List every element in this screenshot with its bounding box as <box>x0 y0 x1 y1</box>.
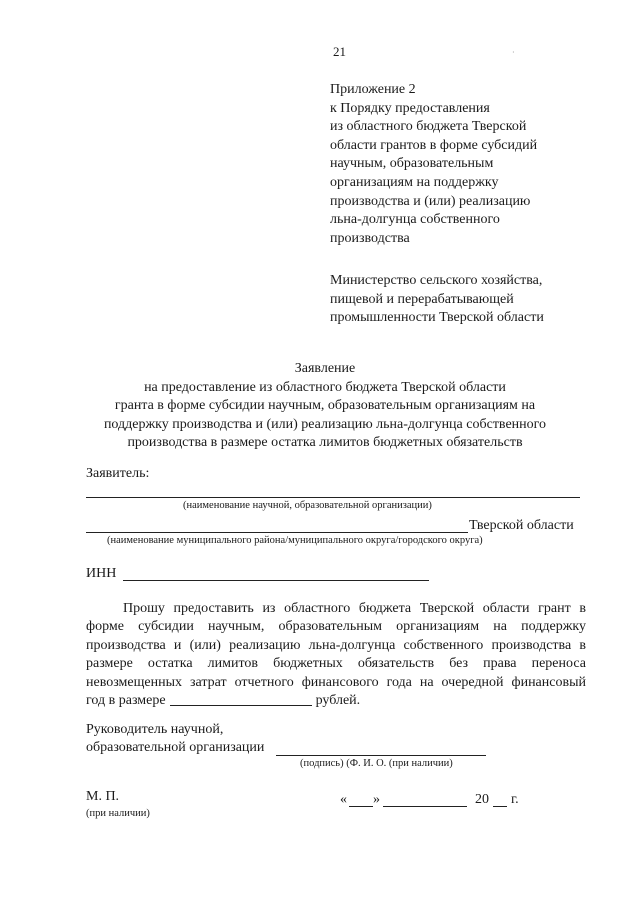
appendix-line: организациям на поддержку <box>330 174 499 190</box>
request-line <box>86 618 586 636</box>
request-line <box>86 674 586 692</box>
request-paragraph <box>86 600 586 710</box>
word: льна-долгунца <box>308 637 396 653</box>
word: на <box>493 619 508 635</box>
title-line: на предоставление из областного бюджета Тверской области <box>144 379 506 395</box>
word: очередной <box>441 674 504 690</box>
appendix-line: из областного бюджета Тверской <box>330 119 527 135</box>
document-title <box>60 360 590 453</box>
appendix-line: производства <box>330 230 410 246</box>
word: производства <box>86 637 166 653</box>
municipality-name-field[interactable] <box>86 532 468 533</box>
request-line <box>86 600 586 618</box>
date-year-prefix: 20 <box>475 792 489 807</box>
request-line <box>86 637 586 655</box>
word: отчетного <box>234 674 294 690</box>
word: финансового <box>301 674 379 690</box>
word: областного <box>284 601 351 616</box>
recipient-block <box>330 272 544 328</box>
word: собственного <box>403 637 484 653</box>
word: организациям <box>396 619 480 635</box>
inn-label: ИНН <box>86 566 117 581</box>
appendix-line: производства и (или) реализацию <box>330 193 531 209</box>
word: грант <box>538 601 571 616</box>
appendix-header <box>330 81 590 248</box>
date-year-field[interactable] <box>493 806 507 807</box>
word: реализацию <box>229 637 301 653</box>
amount-suffix: рублей. <box>315 693 361 709</box>
word: остатка <box>147 656 193 672</box>
word: бюджета <box>358 601 412 616</box>
organization-caption: (наименование научной, образовательной организации) <box>183 500 432 511</box>
municipality-caption: (наименование муниципального района/муниципального округа/городского округа) <box>107 535 483 546</box>
date-year-suffix: г. <box>511 792 519 807</box>
applicant-label: Заявитель: <box>86 466 150 481</box>
word: из <box>262 601 276 616</box>
word: невозмещенных <box>86 674 183 690</box>
title-line: производства в размере остатка лимитов бюджетных обязательств <box>127 435 523 451</box>
word: на <box>419 674 434 690</box>
word: без <box>449 656 469 672</box>
recipient-line: пищевой и перерабатывающей <box>330 291 514 307</box>
request-line <box>86 692 586 710</box>
word: и <box>173 637 182 653</box>
recipient-line: Министерство сельского хозяйства, <box>330 273 543 288</box>
word: в <box>579 637 586 653</box>
word: (или) <box>189 637 221 653</box>
title-heading: Заявление <box>294 361 356 376</box>
corner-mark: · <box>512 48 515 57</box>
date-month-field[interactable] <box>383 806 467 807</box>
appendix-line: Приложение 2 <box>330 82 416 97</box>
word: научным, <box>208 619 265 635</box>
amount-field[interactable] <box>170 692 312 706</box>
signature-line1: Руководитель научной, <box>86 722 224 737</box>
date-open-quote: « <box>340 792 347 807</box>
appendix-line: к Порядку предоставления <box>330 100 490 116</box>
word: Прошу <box>123 601 165 616</box>
word: лимитов <box>207 656 258 672</box>
word: года <box>386 674 412 690</box>
request-line <box>86 655 586 673</box>
appendix-line: льна-долгунца собственного <box>330 212 500 228</box>
appendix-line: научным, образовательным <box>330 156 494 172</box>
word: обязательств <box>357 656 435 672</box>
stamp-label: М. П. <box>86 789 120 804</box>
word: права <box>483 656 517 672</box>
word: затрат <box>189 674 227 690</box>
word: переноса <box>531 656 586 672</box>
signature-caption: (подпись) (Ф. И. О. (при наличии) <box>300 758 453 769</box>
word: образовательным <box>278 619 383 635</box>
stamp-caption: (при наличии) <box>86 808 150 819</box>
word: предоставить <box>173 601 254 616</box>
word: форме <box>86 619 124 635</box>
region-suffix: Тверской области <box>469 518 574 533</box>
appendix-line: области грантов в форме субсидий <box>330 137 538 153</box>
word: бюджетных <box>273 656 343 672</box>
signature-field[interactable] <box>276 755 486 756</box>
word: субсидии <box>138 619 194 635</box>
title-line: поддержку производства и (или) реализацию льна-долгунца собственного <box>103 416 547 432</box>
recipient-line: промышленности Тверской области <box>330 310 544 326</box>
page-number: 21 <box>333 44 346 59</box>
word: производства <box>491 637 572 653</box>
signature-line2: образовательной организации <box>86 740 265 755</box>
word: финансовый <box>511 674 586 690</box>
word: Тверской <box>419 601 475 616</box>
word: поддержку <box>521 619 586 635</box>
date-day-field[interactable] <box>349 806 373 807</box>
word: в <box>579 601 586 616</box>
word: размере <box>86 656 133 672</box>
amount-prefix: год в размере <box>86 693 166 709</box>
word: области <box>482 601 530 616</box>
title-line: гранта в форме субсидии научным, образовательным организациям на <box>114 398 536 414</box>
date-close-quote: » <box>373 792 380 807</box>
organization-name-field[interactable] <box>86 497 580 498</box>
inn-field[interactable] <box>123 580 429 581</box>
